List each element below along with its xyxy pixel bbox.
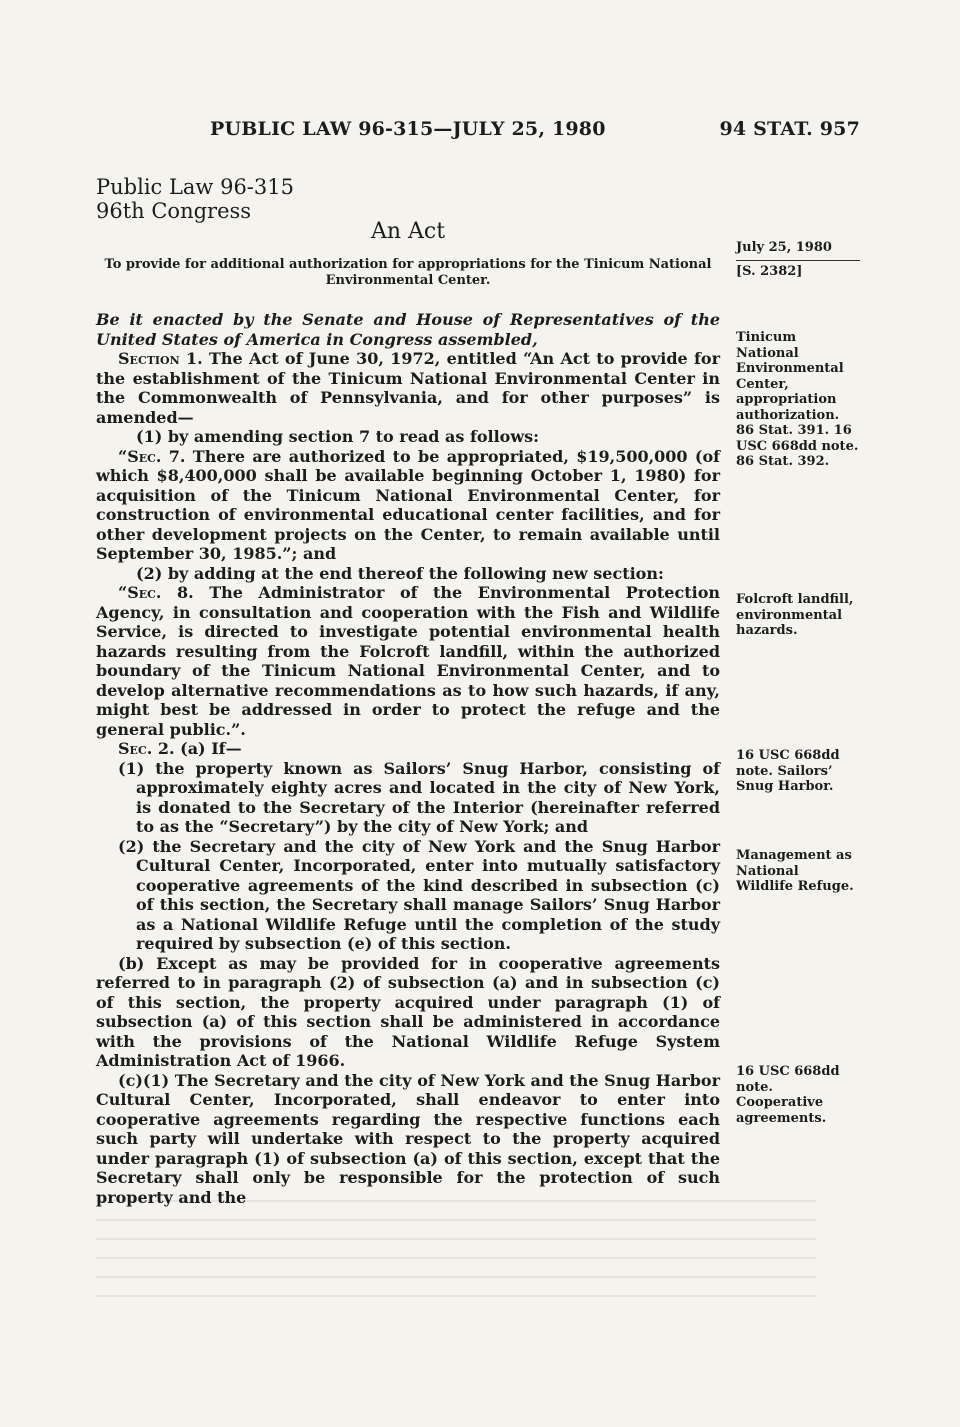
act-purpose: To provide for additional authorization for appropriations for the Tinicum National Environmental Center. xyxy=(104,257,712,288)
bill-number: [S. 2382] xyxy=(736,263,803,279)
subsection-c-1: (c)(1) The Secretary and the city of New York and the Snug Harbor Cultural Center, Incorporated, shall endeavor to enter into cooperative agreements regarding the respective functions each such party will undertake with respect to the property acquired under paragraph (1) of subsection (a) of this section, except that the Secretary shall only be responsible for the protection of such property and the xyxy=(96,1070,720,1207)
margin-note-management: Management as National Wildlife Refuge. xyxy=(736,848,854,894)
margin-note-tinicum: Tinicum National Environmental Center, appropriation authorization. 86 Stat. 391. 16 USC 668dd note. 86 Stat. 392. xyxy=(736,330,859,469)
section-2-text: (a) If— xyxy=(174,739,242,758)
law-title-block xyxy=(96,175,294,223)
enacting-clause: Be it enacted by the Senate and House of Representatives of the United States of America in Congress assembled, xyxy=(96,310,720,349)
margin-note-folcroft: Folcroft landfill, environmental hazards. xyxy=(736,592,854,638)
section-2-label: Sec. 2. xyxy=(118,739,175,758)
subsection-a-1: (1) the property known as Sailors’ Snug Harbor, consisting of approximately eighty acres and located in the city of New York, is donated to the Secretary of the Interior (hereinafter referred to as the “Secretary”) by the city of New York; and xyxy=(118,758,720,836)
congress-number: 96th Congress xyxy=(96,199,252,223)
amendment-2: (2) by adding at the end thereof the following new section: xyxy=(136,563,664,583)
section-7 xyxy=(96,447,720,564)
section-7-label: “Sec. 7. xyxy=(118,446,186,466)
section-8-label: “Sec. 8. xyxy=(118,583,194,602)
subsection-b: (b) Except as may be provided for in cooperative agreements referred to in paragraph (2) of subsection (a) and in subsection (c) of this section, the property acquired under paragraph (1) of subsection (a) of this section shall be administered in accordance with the provisions of the National Wildlife Refuge System Administration Act of 1966. xyxy=(96,953,720,1070)
section-7-text: There are authorized to be appropriated, $19,500,000 (of which $8,400,000 shall be available beginning October 1, 1980) for acquisition of the Tinicum National Environmental Center, for construction of environmental educational center facilities, and for other development projects on the Center, to remain available until September 30, 1985.”; and xyxy=(96,446,720,563)
enactment-date: July 25, 1980 xyxy=(736,240,860,261)
margin-note-cooperative: 16 USC 668dd note. Cooperative agreements. xyxy=(736,1064,840,1126)
header-stat-page: 94 STAT. 957 xyxy=(719,118,860,140)
section-1 xyxy=(96,349,720,427)
section-8 xyxy=(96,583,720,739)
section-1-text: The Act of June 30, 1972, entitled “An Act to provide for the establishment of the Tinicum National Environmental Center in the Commonwealth of Pennsylvania, and for other purposes” is amended— xyxy=(96,349,721,427)
section-1-label: Section 1. xyxy=(118,349,203,368)
law-body xyxy=(96,310,720,1207)
act-heading: An Act xyxy=(370,219,446,244)
amendment-1: (1) by amending section 7 to read as follows: xyxy=(136,427,540,446)
law-number: Public Law 96-315 xyxy=(96,175,294,199)
margin-date-block xyxy=(736,240,860,279)
section-2 xyxy=(96,739,720,759)
margin-note-snug-harbor: 16 USC 668dd note. Sailors’ Snug Harbor. xyxy=(736,748,840,794)
section-8-text: The Administrator of the Environmental Protection Agency, in consultation and cooperation with the Fish and Wildlife Service, is directed to investigate potential environmental health hazards resulting from the Folcroft landfill, within the authorized boundary of the Tinicum National Environmental Center, and to develop alternative recommendations as to how such hazards, if any, might best be addressed in order to protect the refuge and the general public.”. xyxy=(96,583,720,739)
header-law-date: PUBLIC LAW 96-315—JULY 25, 1980 xyxy=(210,118,606,140)
bleed-through-texture xyxy=(96,1200,816,1310)
subsection-a-2: (2) the Secretary and the city of New York and the Snug Harbor Cultural Center, Incorporated, enter into mutually satisfactory cooperative agreements of the kind described in subsection (c) of this section, the Secretary shall manage Sailors’ Snug Harbor as a National Wildlife Refuge until the completion of the study required by subsection (e) of this section. xyxy=(118,836,720,953)
